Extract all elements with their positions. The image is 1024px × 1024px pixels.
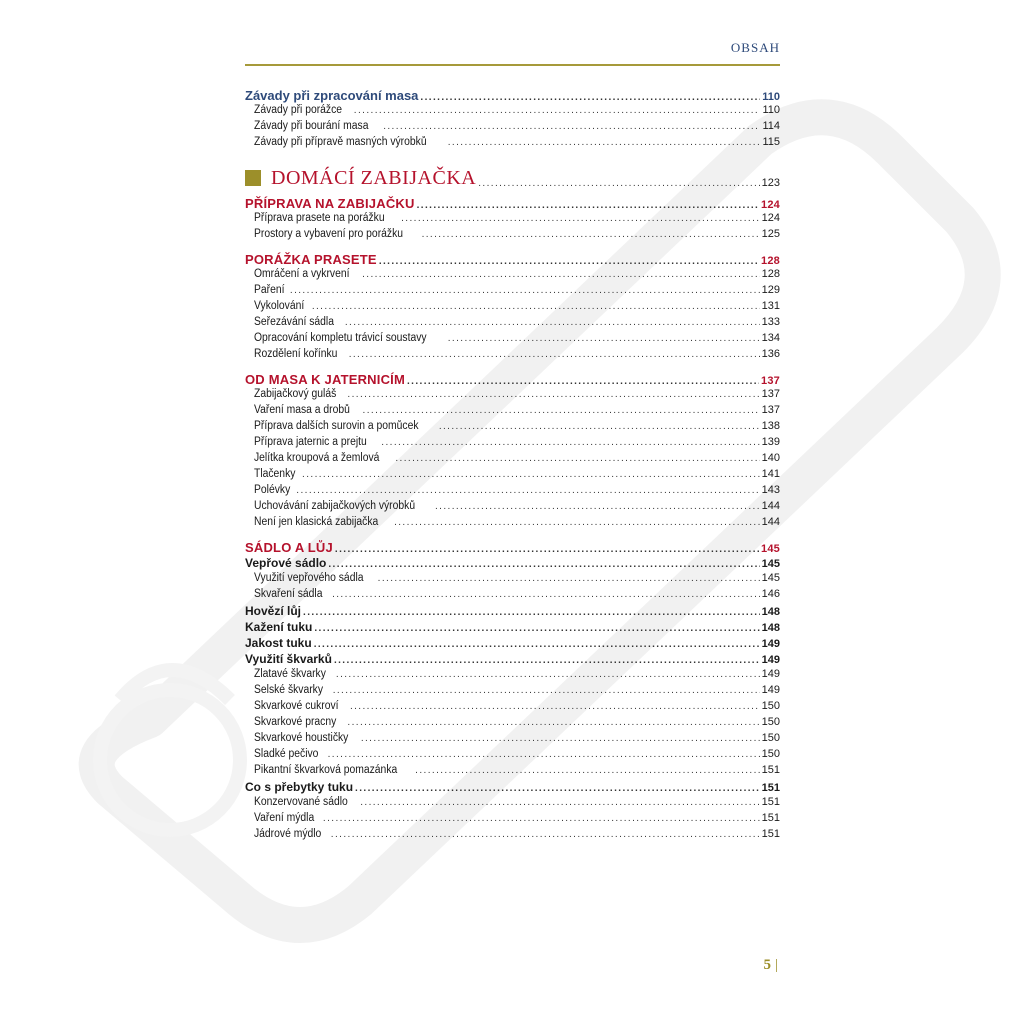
dot-leader	[333, 685, 760, 696]
dot-leader	[415, 765, 759, 776]
dot-leader	[332, 589, 760, 600]
toc-entry-page: 131	[761, 300, 780, 312]
toc-entry-page: 115	[762, 136, 780, 148]
toc-entry[interactable]	[245, 700, 780, 716]
toc-entry-title: Škvarkové pracny	[254, 716, 337, 728]
page-number-separator: |	[774, 957, 778, 973]
dot-leader	[362, 269, 760, 280]
dot-leader	[290, 285, 760, 296]
dot-leader	[379, 256, 759, 267]
toc-entry-title: Opracování kompletu trávicí soustavy	[254, 332, 427, 344]
toc-entry-page: 151	[761, 782, 780, 794]
toc-entry-page: 151	[761, 764, 780, 776]
toc-chapter-heading[interactable]	[245, 162, 780, 194]
toc-entry-page: 137	[761, 388, 780, 400]
toc-entry-page: 123	[761, 177, 780, 189]
toc-entry-title: Škvaření sádla	[254, 588, 323, 600]
toc-entry-title: Vaření mýdla	[254, 812, 315, 824]
toc-entry-page: 110	[762, 91, 780, 103]
toc-entry[interactable]	[245, 348, 780, 364]
toc-entry-title: Zabijačkový guláš	[254, 388, 337, 400]
dot-leader	[323, 813, 760, 824]
toc-entry-title: Omráčení a vykrvení	[254, 268, 350, 280]
toc-entry-title: Paření	[254, 284, 285, 296]
dot-leader	[381, 437, 759, 448]
toc-entry-title: SÁDLO A LŮJ	[245, 540, 333, 555]
toc-entry-title: Příprava prasete na porážku	[254, 212, 385, 224]
toc-entry-title: Hovězí lůj	[245, 604, 302, 618]
dot-leader	[334, 655, 760, 666]
dot-leader	[361, 733, 760, 744]
toc-entry-title: Škvarkové houstičky	[254, 732, 349, 744]
toc-entry-page: 150	[761, 748, 780, 760]
toc-entry-page: 138	[761, 420, 780, 432]
toc-entry[interactable]	[245, 588, 780, 604]
toc-entry[interactable]	[245, 228, 780, 244]
toc-entry-title: Využití vepřového sádla	[254, 572, 364, 584]
toc-entry-page: 149	[761, 684, 780, 696]
dot-leader	[296, 485, 759, 496]
toc-subsection-heading[interactable]	[245, 636, 780, 652]
dot-leader	[303, 607, 760, 618]
toc-entry-page: 110	[762, 104, 780, 116]
toc-entry-title: Kažení tuku	[245, 620, 313, 634]
toc-entry[interactable]	[245, 668, 780, 684]
toc-entry-title: Seřezávání sádla	[254, 316, 334, 328]
toc-entry-page: 149	[761, 668, 780, 680]
toc-entry-page: 151	[761, 828, 780, 840]
toc-entry[interactable]	[245, 684, 780, 700]
toc-entry[interactable]	[245, 300, 780, 316]
toc-chapter-title: DOMÁCÍ ZABIJAČKA	[271, 166, 477, 189]
toc-entry-page: 137	[761, 375, 780, 387]
dot-leader	[420, 92, 760, 103]
toc-section-heading[interactable]	[245, 252, 780, 268]
dot-leader	[439, 421, 760, 432]
toc-entry-title: Pikantní škvarková pomazánka	[254, 764, 398, 776]
toc-entry[interactable]	[245, 764, 780, 780]
toc-entry-page: 151	[761, 796, 780, 808]
toc-entry[interactable]	[245, 484, 780, 500]
toc-entry-page: 141	[761, 468, 780, 480]
toc-entry-title: Selské škvarky	[254, 684, 324, 696]
dot-leader	[435, 501, 760, 512]
toc-entry-page: 150	[761, 732, 780, 744]
toc-entry[interactable]	[245, 136, 780, 152]
toc-entry-title: Vaření masa a drobů	[254, 404, 350, 416]
toc-entry[interactable]	[245, 212, 780, 228]
toc-entry[interactable]	[245, 268, 780, 284]
toc-entry-title: Závady při přípravě masných výrobků	[254, 136, 427, 148]
running-header: OBSAH	[730, 40, 780, 55]
dot-leader	[336, 669, 760, 680]
toc-entry-title: Příprava dalších surovin a pomůcek	[254, 420, 419, 432]
toc-entry[interactable]	[245, 284, 780, 300]
dot-leader	[448, 333, 760, 344]
dot-leader	[314, 623, 759, 634]
toc-entry-page: 124	[761, 199, 780, 211]
toc-entry-title: Konzervované sádlo	[254, 796, 348, 808]
dot-leader	[345, 317, 760, 328]
dot-leader	[407, 376, 759, 387]
dot-leader	[363, 405, 760, 416]
toc-entry-page: 146	[761, 588, 780, 600]
toc-entry-title: Závady při bourání masa	[254, 120, 369, 132]
toc-entry[interactable]	[245, 716, 780, 732]
dot-leader	[378, 573, 760, 584]
dot-leader	[349, 349, 760, 360]
toc-subsection-heading[interactable]	[245, 620, 780, 636]
dot-leader	[328, 559, 759, 570]
toc-entry[interactable]	[245, 452, 780, 468]
toc-entry[interactable]	[245, 104, 780, 120]
dot-leader	[448, 137, 761, 148]
dot-leader	[350, 701, 760, 712]
toc-entry[interactable]	[245, 828, 780, 844]
toc-entry-title: Co s přebytky tuku	[245, 780, 354, 794]
toc-section-heading[interactable]	[245, 88, 780, 104]
dot-leader	[328, 749, 760, 760]
toc-entry-page: 129	[761, 284, 780, 296]
toc-entry[interactable]	[245, 516, 780, 532]
toc-entry-title: Sladké pečivo	[254, 748, 319, 760]
dot-leader	[355, 783, 760, 794]
toc-entry-title: OD MASA K JATERNICÍM	[245, 372, 405, 387]
toc-entry-page: 148	[761, 606, 780, 618]
toc-entry-page: 148	[761, 622, 780, 634]
toc-entry-title: Škvarkové cukroví	[254, 700, 339, 712]
table-of-contents	[245, 88, 780, 844]
toc-entry-page: 133	[761, 316, 780, 328]
toc-entry-page: 150	[761, 700, 780, 712]
toc-entry[interactable]	[245, 120, 780, 136]
dot-leader	[422, 229, 760, 240]
toc-entry-title: Jádrové mýdlo	[254, 828, 322, 840]
toc-entry-title: Závady při zpracování masa	[245, 88, 419, 103]
toc-section-heading[interactable]	[245, 540, 780, 556]
dot-leader	[383, 121, 760, 132]
toc-entry-page: 137	[761, 404, 780, 416]
header-rule	[245, 64, 780, 66]
toc-entry[interactable]	[245, 500, 780, 516]
toc-entry-page: 136	[761, 348, 780, 360]
toc-entry[interactable]	[245, 812, 780, 828]
toc-subsection-heading[interactable]	[245, 780, 780, 796]
dot-leader	[347, 389, 759, 400]
toc-section-heading[interactable]	[245, 196, 780, 212]
dot-leader	[302, 469, 760, 480]
toc-entry-page: 124	[761, 212, 780, 224]
toc-entry[interactable]	[245, 572, 780, 588]
toc-entry-page: 145	[761, 543, 780, 555]
toc-entry-title: Rozdělení kořínku	[254, 348, 338, 360]
toc-entry-page: 149	[761, 654, 780, 666]
dot-leader	[354, 105, 761, 116]
dot-leader	[478, 178, 759, 194]
toc-subsection-heading[interactable]	[245, 556, 780, 572]
toc-entry-title: Vykolování	[254, 300, 305, 312]
toc-entry-page: 114	[762, 120, 780, 132]
dot-leader	[395, 453, 759, 464]
dot-leader	[331, 829, 760, 840]
toc-entry-title: Prostory a vybavení pro porážku	[254, 228, 404, 240]
toc-entry[interactable]	[245, 420, 780, 436]
dot-leader	[347, 717, 759, 728]
dot-leader	[401, 213, 760, 224]
chapter-marker-square	[245, 170, 261, 186]
dot-leader	[335, 544, 759, 555]
toc-entry-title: Jelítka kroupová a žemlová	[254, 452, 380, 464]
toc-entry-page: 134	[761, 332, 780, 344]
toc-entry-title: PŘÍPRAVA NA ZABIJAČKU	[245, 196, 415, 211]
toc-entry-title: Příprava jaternic a prejtu	[254, 436, 367, 448]
toc-entry-page: 139	[761, 436, 780, 448]
toc-entry-page: 140	[761, 452, 780, 464]
toc-entry[interactable]	[245, 748, 780, 764]
toc-entry-title: Jakost tuku	[245, 636, 312, 650]
toc-entry-page: 150	[761, 716, 780, 728]
toc-subsection-heading[interactable]	[245, 604, 780, 620]
toc-entry-title: Závady při porážce	[254, 104, 343, 116]
toc-subsection-heading[interactable]	[245, 652, 780, 668]
toc-entry[interactable]	[245, 436, 780, 452]
toc-entry-page: 145	[761, 558, 780, 570]
toc-entry[interactable]	[245, 404, 780, 420]
toc-entry-page: 128	[761, 255, 780, 267]
dot-leader	[314, 639, 760, 650]
toc-entry-page: 144	[761, 500, 780, 512]
toc-entry-page: 125	[761, 228, 780, 240]
toc-entry[interactable]	[245, 388, 780, 404]
dot-leader	[394, 517, 760, 528]
toc-entry-page: 143	[761, 484, 780, 496]
page-number-value: 5	[763, 957, 771, 973]
dot-leader	[417, 200, 759, 211]
toc-section-heading[interactable]	[245, 372, 780, 388]
toc-entry-page: 128	[761, 268, 780, 280]
toc-entry-title: Využití škvarků	[245, 652, 332, 666]
toc-entry-title: Polévky	[254, 484, 291, 496]
toc-entry-title: Tlačenky	[254, 468, 296, 480]
toc-entry-title: PORÁŽKA PRASETE	[245, 252, 377, 267]
toc-entry-page: 149	[761, 638, 780, 650]
toc-entry-title: Vepřové sádlo	[245, 556, 327, 570]
toc-entry[interactable]	[245, 468, 780, 484]
toc-entry-page: 145	[761, 572, 780, 584]
toc-entry[interactable]	[245, 732, 780, 748]
toc-entry[interactable]	[245, 316, 780, 332]
toc-entry-title: Zlatavé škvarky	[254, 668, 326, 680]
page-number	[763, 957, 778, 974]
toc-entry-page: 151	[761, 812, 780, 824]
dot-leader	[360, 797, 759, 808]
toc-entry[interactable]	[245, 796, 780, 812]
toc-entry-title: Není jen klasická zabijačka	[254, 516, 379, 528]
toc-entry[interactable]	[245, 332, 780, 348]
toc-entry-page: 144	[761, 516, 780, 528]
dot-leader	[312, 301, 760, 312]
toc-entry-title: Uchovávání zabijačkových výrobků	[254, 500, 416, 512]
